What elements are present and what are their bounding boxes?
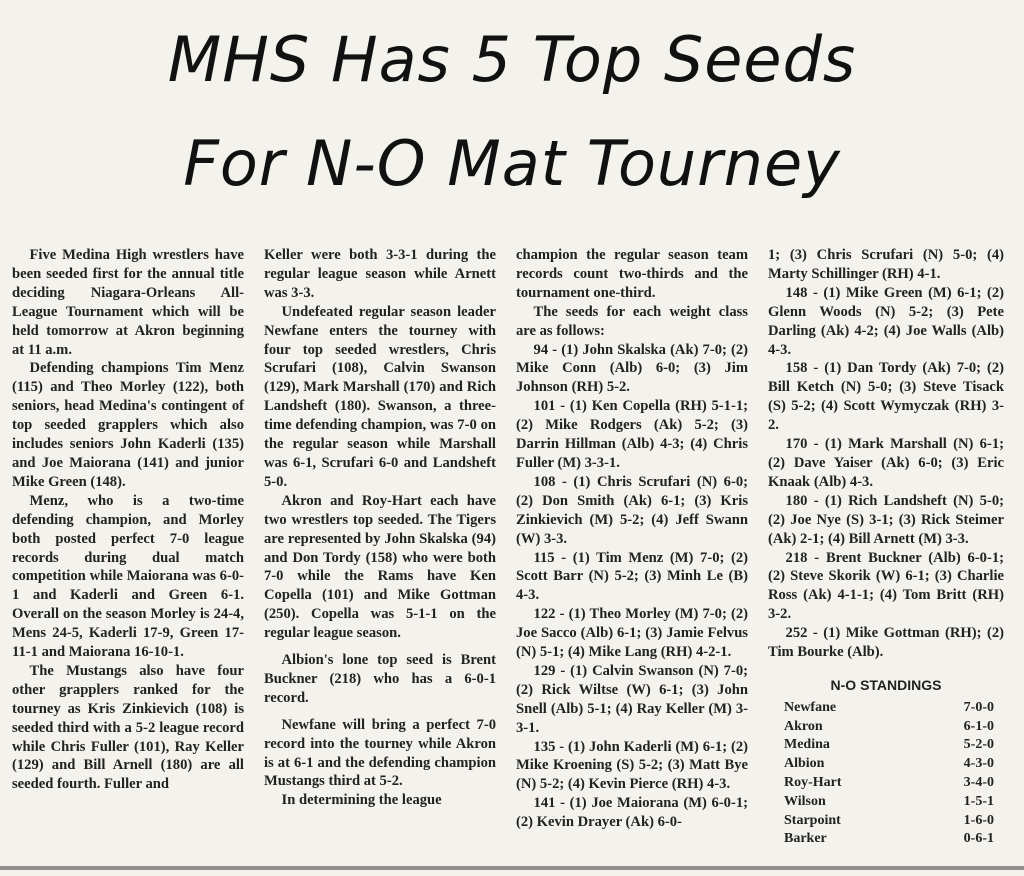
paragraph: Defending champions Tim Menz (115) and Theo Morley (122), both seniors, head Medina's contingent of top seeded grapplers which also includes seniors John Kaderli (135) and Joe Maiorana (141) and junior Mike Green (148). [12,360,244,490]
paragraph: In determining the league [281,792,442,809]
seed-list-item: 108 - (1) Chris Scrufari (N) 6-0; (2) Don Smith (Ak) 6-1; (3) Kris Zinkievich (M) 5-2; (4) Jeff Swann (W) 3-3. [516,473,748,547]
paragraph: Albion's lone top seed is Brent Buckner (218) who has a 6-0-1 record. [264,652,496,706]
headline-line-2: For N-O Mat Tourney [183,127,841,200]
team-record: 4-3-0 [963,756,994,772]
seed-list-item: 115 - (1) Tim Menz (M) 7-0; (2) Scott Barr (N) 5-2; (3) Minh Le (B) 4-3. [516,549,748,604]
table-row [784,718,994,737]
table-row [784,736,994,755]
team-record: 0-6-1 [963,831,994,847]
table-row [784,755,994,774]
standings-title: N-O STANDINGS [830,676,942,693]
team-name: Akron [784,718,823,734]
table-row [784,793,994,812]
seed-list-item: 141 - (1) Joe Maiorana (M) 6-0-1; (2) Kevin Drayer (Ak) 6-0- [516,795,748,831]
headline [0,8,1024,216]
team-record: 1-5-1 [963,793,994,809]
team-record: 7-0-0 [963,699,994,715]
paragraph: champion the regular season team records count two-thirds and the tournament one-third. [516,247,748,301]
team-name: Barker [784,831,827,847]
table-row [784,812,994,831]
team-record: 1-6-0 [963,812,994,828]
article-column-2 [264,246,496,810]
paragraph: The seeds for each weight class are as follows: [516,303,748,339]
paragraph: Akron and Roy-Hart each have two wrestlers top seeded. The Tigers are represented by John Skalska (94) and Don Tordy (158) who were both 7-0 while the Rams have Ken Copella (101) and Mike Gottman (250). Copella was 5-1-1 on the regular league season. [264,492,496,642]
team-record: 6-1-0 [963,718,994,734]
article-column-1 [12,246,244,794]
headline-line-1: MHS Has 5 Top Seeds [167,23,857,96]
seed-list-item: 122 - (1) Theo Morley (M) 7-0; (2) Joe Sacco (Alb) 6-1; (3) Jamie Felvus (N) 5-1; (4) Mike Lang (RH) 4-2-1. [516,606,748,661]
seed-list-item: 148 - (1) Mike Green (M) 6-1; (2) Glenn Woods (N) 5-2; (3) Pete Darling (Ak) 4-2; (4) Joe Walls (Alb) 4-3. [768,284,1004,358]
seed-list-item: 1; (3) Chris Scrufari (N) 5-0; (4) Marty Schillinger (RH) 4-1. [768,247,1004,282]
seed-list-item: 170 - (1) Mark Marshall (N) 6-1; (2) Dave Yaiser (Ak) 6-0; (3) Eric Knaak (Alb) 4-3. [768,436,1004,490]
article-column-4 [768,246,1004,849]
paragraph: The Mustangs also have four other grapplers ranked for the tourney as Kris Zinkievich (108) is seeded third with a 5-2 league record while Chris Fuller (101), Ray Keller (129) and Bill Arnell (180) are all seeded fourth. Fuller and [12,662,244,793]
seed-list-item: 218 - Brent Buckner (Alb) 6-0-1; (2) Steve Skorik (W) 6-1; (3) Charlie Ross (Ak) 4-1-1; (4) Tom Britt (RH) 3-2. [768,549,1004,623]
team-record: 3-4-0 [963,775,994,791]
seed-list-item: 101 - (1) Ken Copella (RH) 5-1-1; (2) Mike Rodgers (Ak) 5-2; (3) Darrin Hillman (Alb) 4-3; (4) Chris Fuller (M) 3-3-1. [516,398,748,471]
article-column-3 [516,246,748,832]
team-name: Roy-Hart [784,775,842,791]
team-name: Albion [784,756,825,772]
seed-list-item: 252 - (1) Mike Gottman (RH); (2) Tim Bourke (Alb). [768,625,1004,661]
table-row [784,699,994,718]
seed-list-item: 135 - (1) John Kaderli (M) 6-1; (2) Mike Kroening (S) 5-2; (3) Matt Bye (N) 5-2; (4) Kevin Pierce (RH) 4-3. [516,738,748,793]
team-name: Medina [784,737,830,753]
team-name: Starpoint [784,812,841,828]
team-record: 5-2-0 [963,737,994,753]
paragraph: Keller were both 3-3-1 during the regular league season while Arnett was 3-3. [264,247,496,301]
bottom-rule [0,866,1024,870]
paragraph: Menz, who is a two-time defending champion, and Morley both posted perfect 7-0 league records during dual match competition while Maiorana was 6-0-1 and Kaderli and Green 6-1. Overall on the season Morley is 24-4, Mens 24-5, Kaderli 17-9, Green 17-11-1 and Maiorana 16-10-1. [12,492,244,661]
paragraph: Five Medina High wrestlers have been seeded first for the annual title deciding Niagara-Orleans All-League Tournament which will be held tomorrow at Akron beginning at 11 a.m. [12,247,244,358]
table-row [784,830,994,849]
paragraph: Newfane will bring a perfect 7-0 record into the tourney while Akron is at 6-1 and the defending champion Mustangs third at 5-2. [264,716,496,790]
standings-table [784,699,994,849]
seed-list-item: 129 - (1) Calvin Swanson (N) 7-0; (2) Rick Wiltse (W) 6-1; (3) John Snell (Alb) 5-1; (4) Ray Keller (M) 3-3-1. [516,662,748,736]
seed-list-item: 158 - (1) Dan Tordy (Ak) 7-0; (2) Bill Ketch (N) 5-0; (3) Steve Tisack (S) 5-2; (4) Scott Wymyczak (RH) 3-2. [768,360,1004,434]
seed-list-item: 94 - (1) John Skalska (Ak) 7-0; (2) Mike Conn (Alb) 6-0; (3) Jim Johnson (RH) 5-2. [516,341,748,396]
team-name: Wilson [784,793,826,809]
seed-list-item: 180 - (1) Rich Landsheft (N) 5-0; (2) Joe Nye (S) 3-1; (3) Rick Steimer (Ak) 2-1; (4) Bill Arnett (M) 3-3. [768,492,1004,547]
paragraph: Undefeated regular season leader Newfane enters the tourney with four top seeded wrestlers, Chris Scrufari (108), Calvin Swanson (129), Mark Marshall (170) and Rich Landsheft (180). Swanson, a three-time defending champion, was 7-0 on the regular season while Marshall was 6-1, Scrufari 6-0 and Landsheft 5-0. [264,303,496,490]
team-name: Newfane [784,699,837,715]
table-row [784,774,994,793]
